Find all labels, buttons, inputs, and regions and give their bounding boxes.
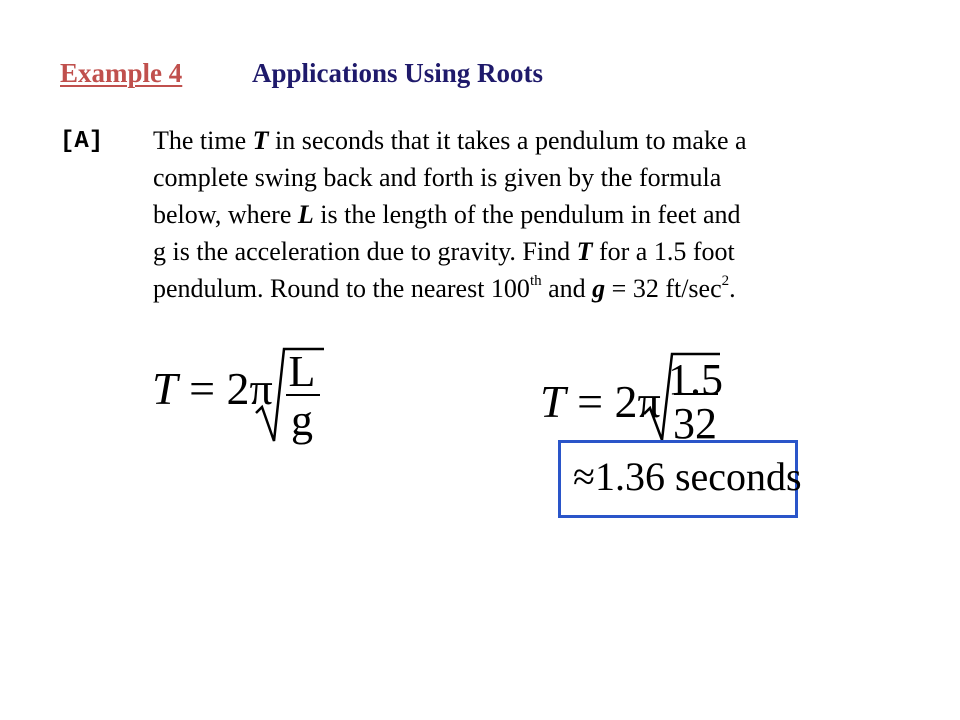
formula-general-denominator: g	[291, 396, 313, 445]
formula-general-lhs: T	[152, 363, 178, 414]
formula-general-eq: = 2π	[177, 363, 273, 414]
slide-heading	[60, 58, 544, 89]
problem-statement	[153, 122, 893, 307]
answer-box	[558, 440, 802, 518]
example-title: Applications Using Roots	[252, 58, 544, 88]
problem-line-1: The time T in seconds that it takes a pendulum to make a	[153, 126, 747, 155]
part-label: [A]	[60, 128, 104, 155]
problem-line-4: g is the acceleration due to gravity. Find T for a 1.5 foot	[153, 237, 735, 266]
problem-line-3: below, where L is the length of the pendulum in feet and	[153, 200, 741, 229]
problem-line-2: complete swing back and forth is given by the formula	[153, 163, 722, 192]
formula-substituted-eq: = 2π	[565, 376, 661, 427]
answer-text: ≈1.36 seconds	[573, 454, 802, 499]
formula-substituted-denominator: 32	[673, 399, 717, 448]
problem-line-5: pendulum. Round to the nearest 100th and g = 32 $ft/\sec^2$.	[153, 273, 736, 303]
formula-general-numerator: L	[288, 347, 316, 396]
example-label: Example 4	[60, 58, 183, 88]
formula-substituted-numerator: 1.5	[668, 355, 723, 404]
formula-substituted-lhs: T	[540, 376, 566, 427]
